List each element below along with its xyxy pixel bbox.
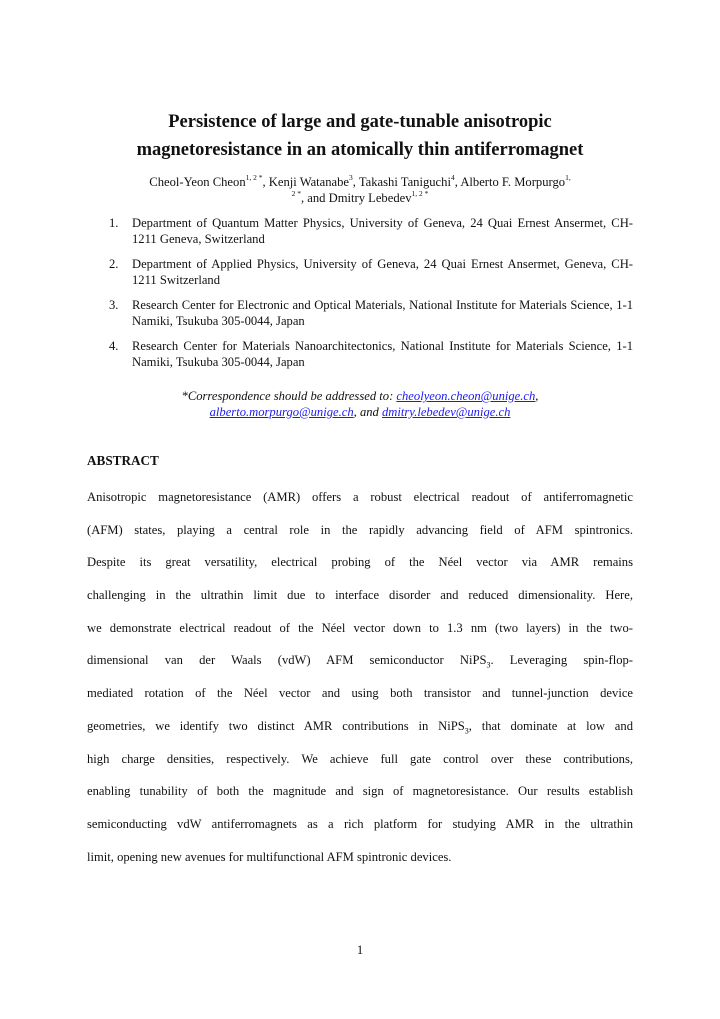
affiliation-item: [109, 215, 633, 247]
affiliation-list: [109, 215, 633, 379]
affiliation-text: Department of Quantum Matter Physics, University of Geneva, 24 Quai Ernest Ansermet, CH-1211 Geneva, Switzerland: [132, 216, 633, 246]
correspondence-prefix: *Correspondence should be addressed to:: [181, 389, 397, 403]
abstract-text: dimensional van der Waals (vdW) AFM semiconductor NiPS: [87, 653, 487, 668]
abstract-line: Anisotropic magnetoresistance (AMR) offers a robust electrical readout of antiferromagnetic: [87, 490, 633, 504]
abstract-line: semiconducting vdW antiferromagnets as a rich platform for studying AMR in the ultrathin: [87, 816, 633, 831]
abstract-text: . Leveraging spin-flop-: [490, 653, 633, 668]
subscript: 3: [486, 660, 491, 670]
abstract-text: geometries, we identify two distinct AMR contributions in NiPS: [87, 718, 465, 733]
affiliation-item: [109, 338, 633, 370]
affiliation-text: Research Center for Electronic and Optical Materials, National Institute for Materials Science, 1-1 Namiki, Tsukuba 305-0044, Japan: [132, 298, 633, 328]
page-number: 1: [356, 943, 364, 957]
affiliation-text: Department of Applied Physics, University of Geneva, 24 Quai Ernest Ansermet, Geneva, CH-1211 Switzerland: [132, 257, 633, 287]
abstract-line: enabling tunability of both the magnitude and sign of magnetoresistance. Our results establish: [87, 784, 633, 799]
email-link-lebedev[interactable]: dmitry.lebedev@unige.ch: [382, 405, 511, 419]
abstract-heading: ABSTRACT: [87, 453, 159, 468]
abstract-text: , that dominate at low and: [468, 718, 633, 733]
abstract-line: challenging in the ultrathin limit due to interface disorder and reduced dimensionality. Here,: [87, 588, 633, 603]
author-affil-marker: 1,: [565, 172, 571, 182]
abstract-line: [87, 710, 633, 743]
author-affil-marker: 3: [349, 172, 353, 182]
author-affil-marker: 2 *: [291, 188, 301, 198]
abstract-line: mediated rotation of the Néel vector and using both transistor and tunnel-junction device: [87, 686, 633, 701]
affiliation-number: 4.: [109, 339, 119, 353]
author-affil-marker: 1, 2 *: [411, 188, 429, 198]
affiliation-item: [109, 297, 633, 329]
correspondence-note: *Correspondence should be addressed to: cheolyeon.cheon@unige.ch, alberto.morpurgo@unige.ch, and dmitry.lebedev@unige.ch: [181, 389, 539, 419]
author-name: Alberto F. Morpurgo: [460, 175, 566, 189]
author-affil-marker: 1, 2 *: [245, 172, 263, 182]
affiliation-number: 2.: [109, 257, 119, 271]
abstract-line: limit, opening new avenues for multifunctional AFM spintronic devices.: [87, 849, 452, 864]
abstract-line: (AFM) states, playing a central role in the rapidly advancing field of AFM spintronics.: [87, 522, 633, 537]
abstract-line: [87, 644, 633, 677]
title-line-1: Persistence of large and gate-tunable anisotropic: [168, 112, 552, 132]
affiliation-text: Research Center for Materials Nanoarchitectonics, National Institute for Materials Science, 1-1 Namiki, Tsukuba 305-0044, Japan: [132, 339, 633, 369]
abstract-line: Despite its great versatility, electrical probing of the Néel vector via AMR remains: [87, 555, 633, 570]
author-name: Cheol-Yeon Cheon: [149, 175, 246, 189]
author-name: Kenji Watanabe: [268, 175, 350, 189]
author-list: Cheol-Yeon Cheon$^{1, 2 *}$, Kenji Watanabe$^3$, Takashi Taniguchi$^4$, Alberto F. Morpurgo$^{1,}$ $^{2 *}$, and Dmitry Lebedev$^{1, 2 *}$: [149, 172, 571, 205]
abstract-body: [87, 481, 633, 873]
title-line-2: magnetoresistance in an atomically thin antiferromagnet: [136, 140, 584, 160]
email-link-cheon[interactable]: cheolyeon.cheon@unige.ch: [396, 389, 536, 403]
affiliation-number: 1.: [109, 216, 119, 230]
author-name: Takashi Taniguchi: [358, 175, 451, 189]
abstract-line: we demonstrate electrical readout of the Néel vector down to 1.3 nm (two layers) in the two-: [87, 620, 633, 635]
abstract-line: high charge densities, respectively. We achieve full gate control over these contributions,: [87, 751, 633, 766]
paper-title: [0, 108, 720, 164]
affiliation-number: 3.: [109, 298, 119, 312]
author-name: Dmitry Lebedev: [328, 191, 412, 205]
email-link-morpurgo[interactable]: alberto.morpurgo@unige.ch: [209, 405, 354, 419]
author-affil-marker: 4: [450, 172, 455, 182]
subscript: 3: [464, 726, 469, 736]
affiliation-item: [109, 256, 633, 288]
